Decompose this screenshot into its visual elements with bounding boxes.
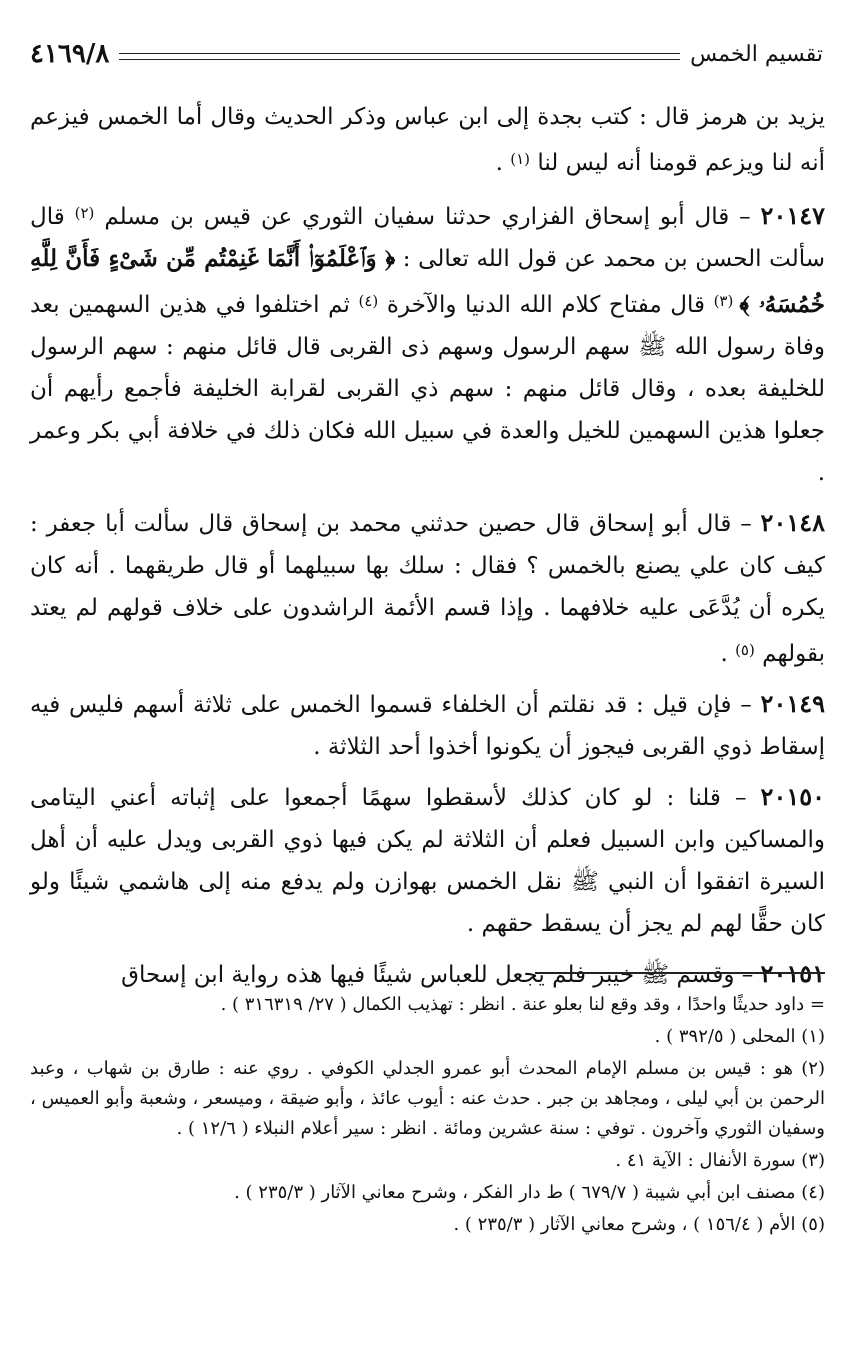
hadith-number: ٢٠١٤٨ [760, 508, 825, 537]
hadith-number: ٢٠١٥١ [760, 959, 825, 988]
paragraph-text: يزيد بن هرمز قال : كتب بجدة إلى ابن عباس وذكر الحديث وقال أما الخمس فيزعم أنه لنا ويزعم قومنا أنه ليس لنا [30, 104, 825, 176]
footnote-ref: (١) [510, 150, 531, 168]
footnote-5: (٥) الأم ( ١٥٦/٤ ) ، وشرح معاني الآثار ( ٢٣٥/٣ ) . [453, 1214, 825, 1235]
footnote-3: (٣) سورة الأنفال : الآية ٤١ . [615, 1150, 825, 1171]
footnote-ref: (٢) [74, 204, 95, 222]
chapter-title: تقسيم الخمس [690, 41, 823, 67]
footnote-1: (١) المحلى ( ٣٩٢/٥ ) . [654, 1026, 825, 1047]
footnotes [30, 990, 825, 1242]
paragraph-text: قال مفتاح كلام الله الدنيا والآخرة [378, 292, 714, 318]
paragraph-20149 [30, 683, 825, 768]
paragraph-20150 [30, 776, 825, 945]
footnote-2: (٢) هو : قيس بن مسلم الإمام المحدث أبو عمرو الجدلي الكوفي . روي عنه : طارق بن شهاب ، وعبد الرحمن بن أبي ليلى ، ومجاهد بن جبر . حدث عنه : أيوب عائذ ، وأبو ضيقة ، وميسعر ، وشعبة وأبو العميس ، وسفيان الثوري وآخرون . توفي : سنة عشرين ومائة . انظر : سير أعلام النبلاء ( ١٢/٦ ) . [30, 1058, 825, 1139]
paragraph-text: . [720, 641, 736, 667]
hadith-number: ٢٠١٥٠ [760, 782, 825, 811]
paragraph-text: – قال أبو إسحاق الفزاري حدثنا سفيان الثوري عن قيس بن مسلم [94, 204, 761, 230]
paragraph-text: – وقسم ﷺ خيبر فلم يجعل للعباس شيئًا فيها هذه رواية ابن إسحاق [121, 962, 761, 988]
footnote-ref: (٥) [735, 641, 755, 659]
footnote-ref: (٤) [358, 292, 379, 310]
footnote-continuation: = داود حديثًا واحدًا ، وقد وقع لنا بعلو عنة . انظر : تهذيب الكمال ( ٢٧/ ٣١٦٣١٩ ) . [220, 994, 825, 1015]
paragraph-20148 [30, 502, 825, 675]
hadith-number: ٢٠١٤٧ [760, 201, 825, 230]
page-number: ٤١٦٩/٨ [30, 39, 110, 69]
footnote-ref: (٣) [713, 292, 740, 310]
quran-verse: ﴿ وَٱعْلَمُوٓا۟ أَنَّمَا غَنِمْتُم مِّن شَىْءٍ فَأَنَّ لِلَّهِ خُمُسَهُۥ ﴾ [30, 245, 826, 318]
footnote-4: (٤) مصنف ابن أبي شيبة ( ٦٧٩/٧ ) ط دار الفكر ، وشرح معاني الآثار ( ٢٣٥/٣ ) . [234, 1182, 825, 1203]
paragraph-text: . [495, 150, 511, 176]
main-text [30, 96, 825, 1004]
paragraph-text: – قال أبو إسحاق قال حصين حدثني محمد بن إسحاق قال سألت أبا جعفر : كيف كان علي يصنع بالخمس ؟ فقال : سلك بها سبيلهما أو قال طريقهما . أنه كان يكره أن يُدَّعَى عليه خلافهما . وإذا قسم الأئمة الراشدون على خلاف قولهم لم يعتد بقولهم [30, 511, 825, 667]
paragraph-text: – قلنا : لو كان كذلك لأسقطوا سهمًا أجمعوا على إثباته أعني اليتامى والمساكين وابن السبيل فعلم أن الثلاثة لم يكن فيها ذوي القربى ويدل عليه أن أهل السيرة اتفقوا أن النبي ﷺ نقل الخمس بهوازن ولم يدفع منه إلى هاشمي شيئًا ولو كان حقًّا لهم لم يجز أن يسقط حقهم . [30, 785, 825, 937]
paragraph-text: ثم اختلفوا في هذين السهمين بعد وفاة رسول الله ﷺ سهم الرسول وسهم ذى القربى قال قائل منهم : سهم الرسول للخليفة بعده ، وقال قائل منهم : سهم ذي القربى لقرابة الخليفة فأجمع رأيهم أن جعلوا هذين السهمين للخيل والعدة في سبيل الله فكان ذلك في خلافة أبي بكر وعمر . [30, 292, 825, 486]
paragraph-text: – فإن قيل : قد نقلتم أن الخلفاء قسموا الخمس على ثلاثة أسهم فليس فيه إسقاط ذوي القربى فيجوز أن يكونوا أخذوا أحد الثلاثة . [30, 692, 825, 760]
hadith-number: ٢٠١٤٩ [760, 689, 825, 718]
paragraph-text: قال سألت الحسن بن محمد عن قول الله تعالى : [30, 204, 825, 272]
header-double-rule [119, 53, 680, 60]
footnote-separator [535, 972, 825, 974]
paragraph-continuation [30, 96, 825, 184]
paragraph-20147 [30, 192, 825, 494]
running-header [30, 36, 823, 72]
